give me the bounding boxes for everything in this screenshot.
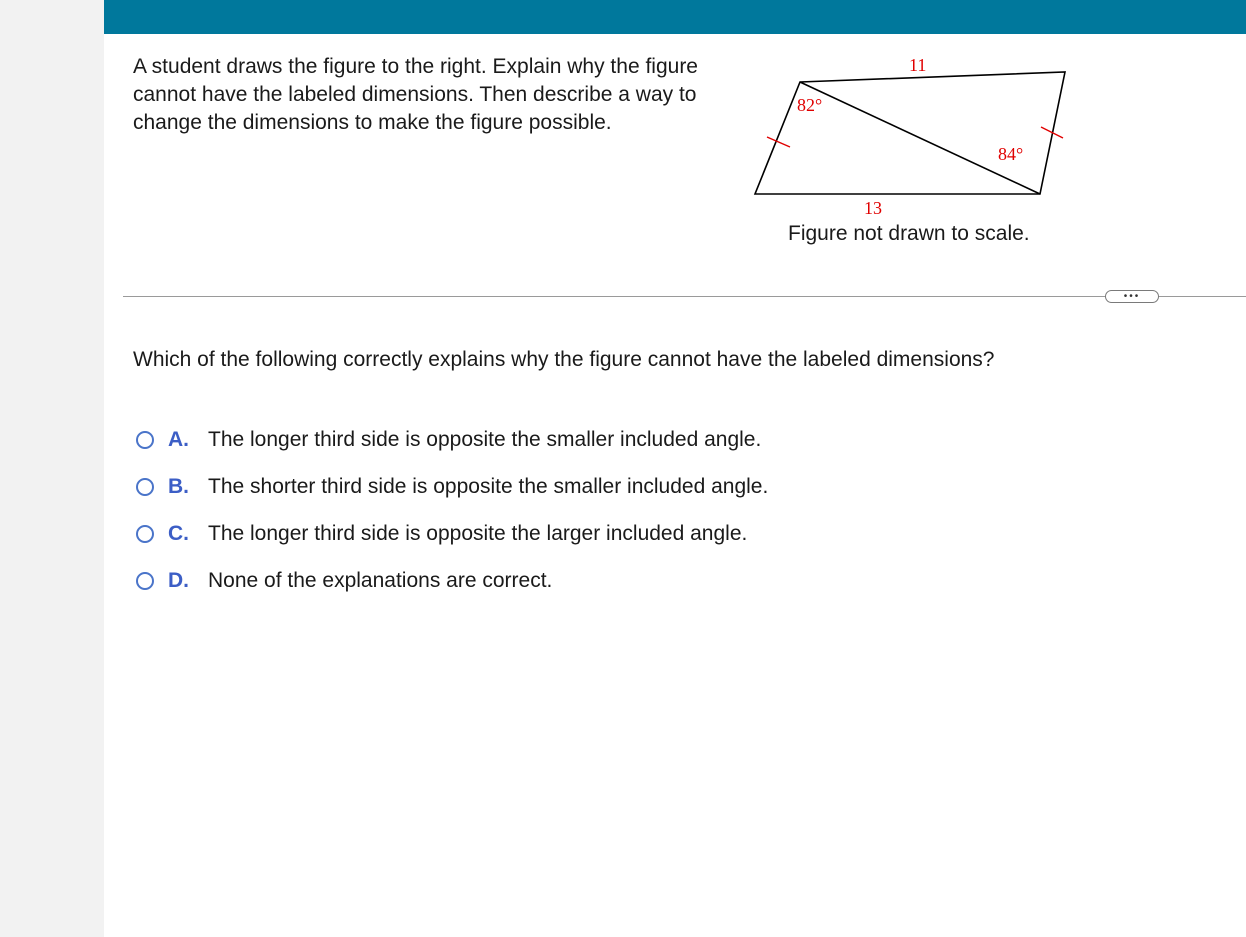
left-rail xyxy=(0,0,104,937)
question-text: Which of the following correctly explains why the figure cannot have the labeled dimensions? xyxy=(133,348,995,371)
angle-right-label: 84° xyxy=(998,144,1024,164)
choice-text: The shorter third side is opposite the smaller included angle. xyxy=(208,474,769,498)
choice-d[interactable] xyxy=(136,557,768,604)
choice-b[interactable] xyxy=(136,463,768,510)
prompt-text: A student draws the figure to the right. Explain why the figure cannot have the labeled dimensions. Then describe a way to change the dimensions to make the figure possible. xyxy=(133,55,698,134)
section-divider xyxy=(123,296,1246,297)
radio-button-d[interactable] xyxy=(136,572,154,590)
choice-c[interactable] xyxy=(136,510,768,557)
choice-letter: A. xyxy=(168,427,189,451)
radio-button-a[interactable] xyxy=(136,431,154,449)
answer-choices xyxy=(136,416,768,604)
diagonal-line xyxy=(800,82,1040,194)
choice-letter: D. xyxy=(168,568,189,592)
more-options-button[interactable]: ••• xyxy=(1105,290,1159,303)
choice-text: None of the explanations are correct. xyxy=(208,568,553,592)
choice-letter: C. xyxy=(168,521,189,545)
figure xyxy=(745,52,1085,252)
choice-letter: B. xyxy=(168,474,189,498)
choice-text: The longer third side is opposite the smaller included angle. xyxy=(208,427,762,451)
left-side-tick xyxy=(767,137,790,147)
choice-text: The longer third side is opposite the larger included angle. xyxy=(208,521,748,545)
figure-caption: Figure not drawn to scale. xyxy=(788,222,1030,245)
choice-a[interactable] xyxy=(136,416,768,463)
top-side-label: 11 xyxy=(909,55,927,75)
bottom-side-label: 13 xyxy=(864,198,882,218)
radio-button-c[interactable] xyxy=(136,525,154,543)
angle-left-label: 82° xyxy=(797,95,823,115)
top-bar xyxy=(104,0,1246,34)
radio-button-b[interactable] xyxy=(136,478,154,496)
